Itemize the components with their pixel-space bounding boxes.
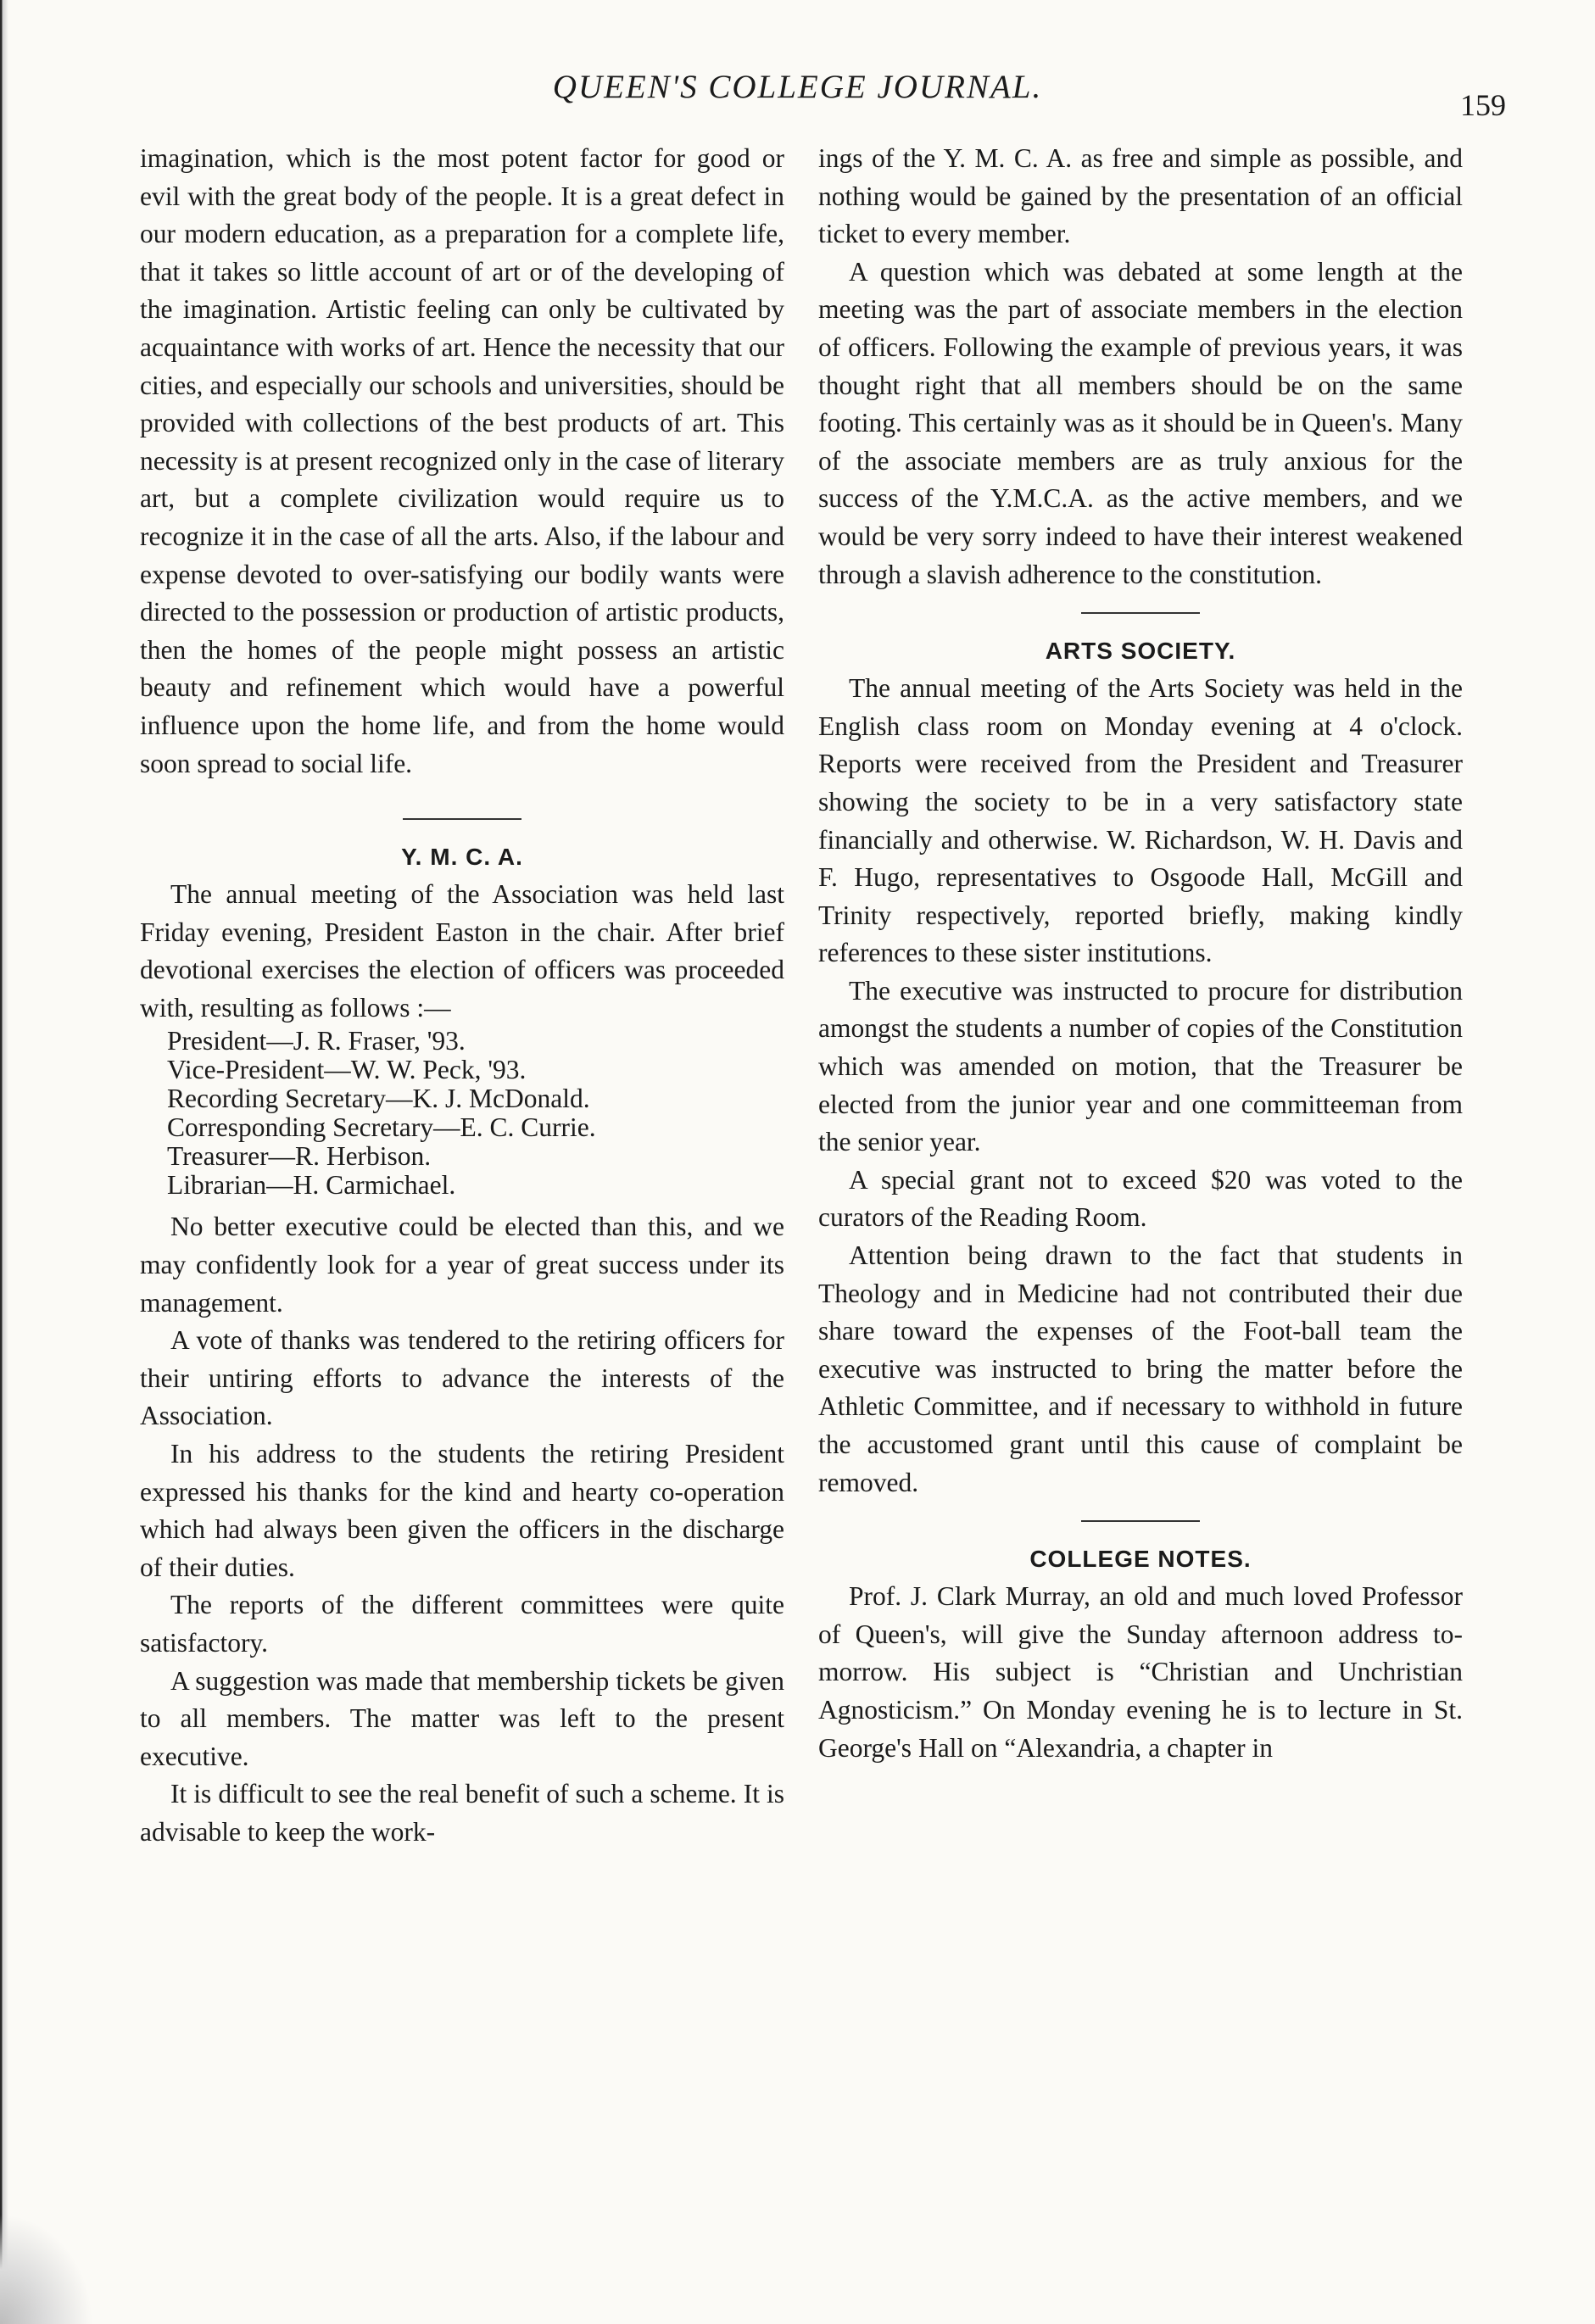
arts-society-paragraph: Attention being drawn to the fact that students in Theology and in Medicine had not contributed their due share toward the expenses of the Foot-ball team the executive was instructed to bring the matter before the Athletic Committee, and if necessary to withhold in future the accustomed grant until this cause of complaint be removed.	[818, 1240, 1463, 1497]
ymca-continued-paragraph: ings of the Y. M. C. A. as free and simple as possible, and nothing would be gained by the presentation of an official ticket to every member.	[818, 143, 1463, 249]
section-divider	[1081, 1520, 1200, 1522]
officer-entry: Librarian—H. Carmichael.	[167, 1170, 456, 1201]
college-notes-heading: COLLEGE NOTES.	[1029, 1546, 1252, 1573]
ymca-paragraph: A vote of thanks was tendered to the retiring officers for their untiring efforts to advance the interests of the Association.	[140, 1325, 784, 1431]
page-corner-wear	[0, 2214, 93, 2324]
officer-entry: Recording Secretary—K. J. McDonald.	[167, 1084, 590, 1114]
college-notes-paragraph: Prof. J. Clark Murray, an old and much loved Professor of Queen's, will give the Sunday afternoon address to-morrow. His subject is “Christian and Unchristian Agnosticism.” On Monday evening he is to lecture in St. George's Hall on “Alexandria, a chapter in	[818, 1581, 1463, 1763]
ymca-paragraph: The reports of the different committees were quite satisfactory.	[140, 1590, 784, 1658]
ymca-paragraph: It is difficult to see the real benefit of such a scheme. It is advisable to keep the work-	[140, 1779, 784, 1847]
arts-society-heading: ARTS SOCIETY.	[1045, 638, 1236, 665]
running-head: QUEEN'S COLLEGE JOURNAL.	[552, 69, 1043, 105]
arts-society-paragraph: The annual meeting of the Arts Society was held in the English class room on Monday evening at 4 o'clock. Reports were received from the President and Treasurer showing the society to be in a very satisfactory state financially and otherwise. W. Richardson, W. H. Davis and F. Hugo, representatives to Osgoode Hall, McGill and Trinity respectively, reported briefly, making kindly references to these sister institutions.	[818, 673, 1463, 968]
ymca-paragraph: A suggestion was made that membership tickets be given to all members. The matter was left to the present executive.	[140, 1665, 784, 1771]
ymca-continued-paragraph: A question which was debated at some length at the meeting was the part of associate members in the election of officers. Following the example of previous years, it was thought right that all members should be on the same footing. This certainly was as it should be in Queen's. Many of the associate members are as truly anxious for the success of the Y.M.C.A. as the active members, and we would be very sorry indeed to have their interest weakened through a slavish adherence to the constitution.	[818, 256, 1463, 589]
continued-paragraph: imagination, which is the most potent factor for good or evil with the great body of the people. It is a great defect in our modern education, as a preparation for a complete life, that it takes so little account of art or of the developing of the imagination. Artistic feeling can only be cultivated by acquaintance with works of art. Hence the necessity that our cities, and especially our schools and universities, should be provided with collections of the best products of art. This necessity is at present recognized only in the case of literary art, but a complete civilization would require us to recognize it in the case of all the arts. Also, if the labour and expense devoted to over-satisfying our bodily wants were directed to the possession or production of artistic products, then the homes of the people might possess an artistic beauty and refinement which would have a powerful influence upon the home life, and from the home would soon spread to social life.	[140, 143, 784, 778]
ymca-paragraph: In his address to the students the retiring President expressed his thanks for the kind and hearty co-operation which had always been given the officers in the discharge of their duties.	[140, 1439, 784, 1582]
ymca-heading: Y. M. C. A.	[401, 844, 523, 871]
right-column	[818, 140, 1463, 1767]
section-divider	[1081, 612, 1200, 614]
officer-entry: Treasurer—R. Herbison.	[167, 1141, 432, 1172]
officer-entry: Corresponding Secretary—E. C. Currie.	[167, 1112, 596, 1143]
section-divider	[403, 818, 521, 820]
officer-entry: President—J. R. Fraser, '93.	[167, 1026, 466, 1056]
page-number: 159	[1460, 88, 1506, 122]
ymca-intro-paragraph: The annual meeting of the Association was held last Friday evening, President Easton in the chair. After brief devotional exercises the election of officers was proceeded with, resulting as follows :—	[140, 879, 784, 1023]
page-edge-shadow	[0, 0, 8, 2324]
arts-society-paragraph: The executive was instructed to procure for distribution amongst the students a number of copies of the Constitution which was amended on motion, that the Treasurer be elected from the junior year and one committeeman from the senior year.	[818, 975, 1463, 1157]
ymca-paragraph: No better executive could be elected than this, and we may confidently look for a year of great success under its management.	[140, 1212, 784, 1318]
left-column	[140, 140, 784, 1852]
officers-list	[140, 1027, 784, 1200]
officer-entry: Vice-President—W. W. Peck, '93.	[167, 1055, 527, 1085]
arts-society-paragraph: A special grant not to exceed $20 was voted to the curators of the Reading Room.	[818, 1164, 1463, 1233]
